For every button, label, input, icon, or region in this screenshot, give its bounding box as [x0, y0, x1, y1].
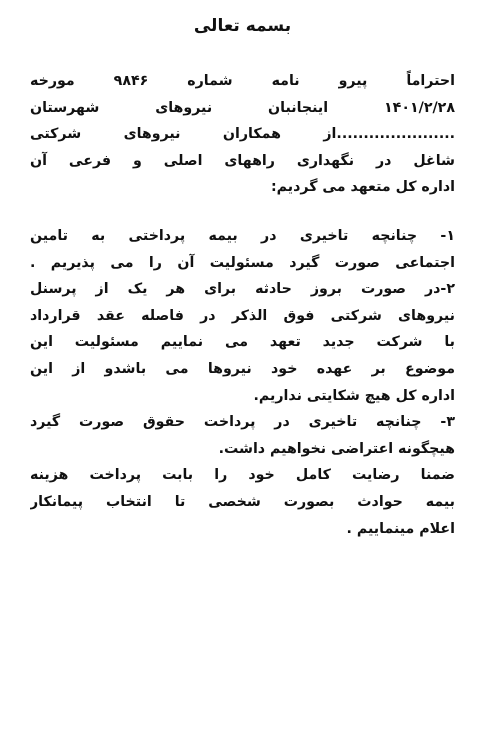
body-line: هیچگونه اعتراضی نخواهیم داشت.	[218, 440, 455, 457]
intro-line: ۱۴۰۱/۲/۲۸ اینجانبان نیروهای شهرستان	[30, 99, 455, 116]
body-line: ۲-در صورت بروز حادثه برای هر یک از پرسنل	[30, 281, 455, 298]
body-line: ضمنا رضایت کامل خود را بابت پرداخت هزینه	[30, 467, 455, 484]
commitments-list	[30, 223, 455, 542]
body-line: اعلام مینماییم .	[346, 520, 455, 537]
intro-line: اداره کل متعهد می گردیم:	[271, 179, 455, 196]
body-line: موضوع بر عهده خود نیروها می باشدو از این	[30, 360, 455, 377]
body-line: ۳- چنانچه تاخیری در پرداخت حقوق صورت گیرد	[30, 414, 455, 431]
intro-line: شاغل در نگهداری راههای اصلی و فرعی آن	[30, 152, 455, 169]
intro-line: احتراماً پیرو نامه شماره ۹۸۴۶ مورخه	[30, 73, 455, 89]
intro-paragraph	[30, 68, 455, 201]
intro-line: ......................از همکاران نیروهای شرکتی	[30, 126, 455, 143]
body-line: بیمه حوادث بصورت شخصی تا انتخاب پیمانکار	[30, 493, 455, 510]
body-line: با شرکت جدید تعهد می نماییم مسئولیت این	[30, 334, 455, 351]
body-line: اجتماعی صورت گیرد مسئولیت آن را می پذیریم .	[30, 254, 455, 271]
body-line: نیروهای شرکتی فوق الذکر در فاصله عقد قرارداد	[30, 307, 455, 324]
body-line: اداره کل هیچ شکایتی نداریم.	[253, 387, 455, 404]
body-line: ۱- چنانچه تاخیری در بیمه پرداختی به تامین	[30, 227, 455, 244]
letter-title: بسمه تعالی	[193, 16, 292, 36]
paragraph-gap	[30, 201, 455, 223]
